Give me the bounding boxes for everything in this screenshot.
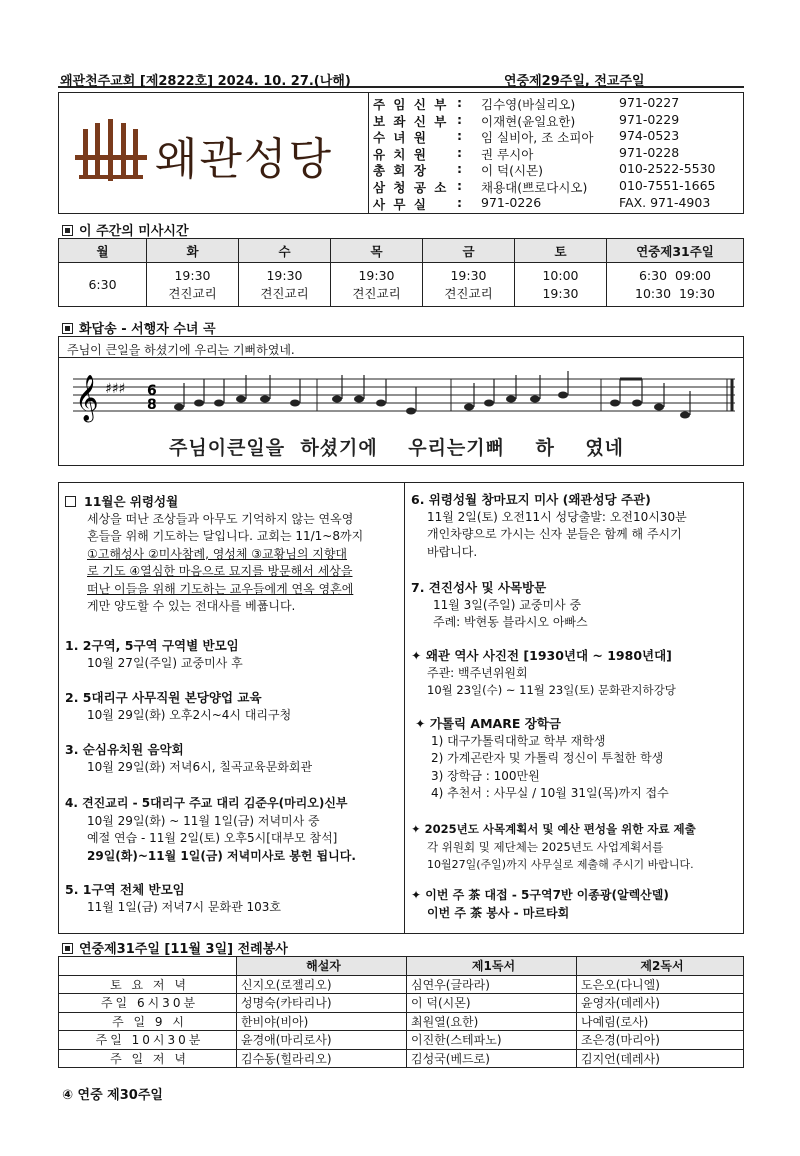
mass-schedule-table: [58, 238, 744, 307]
notice-item: [411, 821, 741, 874]
staff-directory: [371, 95, 743, 211]
time-text: 10:30 19:30: [635, 285, 715, 301]
notice-line: 3) 장학금 : 100만원: [431, 768, 540, 783]
staff-role: 보 좌 신 부: [373, 113, 449, 129]
issue-info: 왜관천주교회 [제2822호] 2024. 10. 27.(나해): [60, 74, 351, 89]
staff-phone: 971-0229: [619, 111, 680, 127]
mass-title: 이 주간의 미사시간: [79, 224, 189, 239]
staff-role: 총 회 장: [373, 163, 428, 179]
time-text: 6:30: [88, 276, 117, 292]
colon: :: [457, 177, 462, 193]
time-note: 견진교리: [444, 285, 493, 301]
bulletin-header: [58, 70, 744, 88]
notices-box: [58, 482, 744, 934]
service-time: 주일 6시30분: [59, 994, 237, 1013]
notice-line: 10월 29일(화) ~ 11월 1일(금) 저녁미사 중: [87, 813, 320, 828]
notice-title: 2. 5대리구 사무직원 본당양업 교육: [65, 690, 262, 705]
colon: :: [457, 111, 462, 127]
notices-left-column: [59, 483, 405, 933]
mass-days-row: [59, 239, 744, 263]
table-row: [59, 1049, 744, 1068]
notice-line: 10월 29일(화) 저녁6시, 칠곡교육문화회관: [87, 759, 313, 774]
notice-item: [65, 795, 403, 865]
mass-time: [239, 263, 331, 307]
service-cell: 도은오(다니엘): [577, 975, 744, 994]
service-time: 주일 10시30분: [59, 1031, 237, 1050]
service-cell: 김성국(베드로): [407, 1049, 577, 1068]
staff-role: 주 임 신 부: [373, 97, 449, 112]
notice-line: 10월 27일(주일) 교중미사 후: [87, 655, 243, 670]
service-cell: 윤영자(데레사): [577, 994, 744, 1013]
table-row: [59, 975, 744, 994]
square-bullet-icon: [62, 943, 73, 954]
time-text: 19:30: [542, 285, 579, 301]
staff-phone: FAX. 971-4903: [619, 194, 711, 210]
notice-line: 각 위원회 및 제단체는 2025년도 사업계획서를: [427, 839, 664, 854]
service-cell: 신지오(로젤리오): [237, 975, 407, 994]
staff-row: [371, 161, 743, 178]
notice-item: [411, 647, 741, 700]
notice-title: 1. 2구역, 5구역 구역별 반모임: [65, 638, 239, 653]
notice-line: 11월 1일(금) 저녁7시 문화관 103호: [87, 899, 281, 914]
notice-item: [65, 637, 243, 672]
time-note: 견진교리: [352, 285, 401, 301]
service-cell: 김수동(힐라리오): [237, 1049, 407, 1068]
day-header: 금: [423, 239, 515, 263]
notice-title: 4. 견진교리 - 5대리구 주교 대리 김준우(마리오)신부: [65, 796, 348, 810]
service-cell: 이진한(스테파노): [407, 1031, 577, 1050]
time-text: 10:00: [542, 267, 579, 283]
notice-line: 떠난 이들을 위해 기도하는 교우들에게 연옥 영혼에: [87, 581, 354, 596]
notices-right-column: [405, 483, 743, 933]
service-cell: 조은경(마리아): [577, 1031, 744, 1050]
svg-text:8: 8: [147, 397, 157, 413]
table-row: [59, 1031, 744, 1050]
service-header: 제1독서: [407, 957, 577, 976]
mass-times-row: [59, 263, 744, 307]
mass-time: [59, 263, 147, 307]
staff-row: [371, 195, 743, 212]
notice-title: 3. 순심유치원 음악회: [65, 742, 184, 757]
day-header: 연중제31주일: [607, 239, 744, 263]
service-cell: 윤경애(마리로사): [237, 1031, 407, 1050]
parish-logo: [59, 93, 369, 213]
time-text: 19:30: [450, 267, 487, 283]
mass-time: [331, 263, 423, 307]
mass-time: [147, 263, 239, 307]
staff-name: 김수영(바실리오): [481, 97, 576, 112]
notice-title-text: 11월은 위령성월: [84, 494, 179, 509]
notice-line: 11월 3일(주일) 교중미사 중: [433, 597, 582, 612]
notice-line: 주례: 박현동 블라시오 아빠스: [433, 615, 588, 629]
staff-name: 이재현(윤일요한): [481, 113, 576, 129]
service-time: 주 일 저 녁: [59, 1049, 237, 1068]
notice-item: [65, 689, 291, 724]
page-footer: ④ 연중 제30주일: [62, 1088, 163, 1103]
service-cell: 이 덕(시몬): [407, 994, 577, 1013]
notice-title: 6. 위령성월 창마묘지 미사 (왜관성당 주관): [411, 492, 651, 507]
staff-row: [371, 128, 743, 145]
time-text: 6:30 09:00: [638, 267, 712, 283]
song-title: 화답송 - 서행자 수녀 곡: [79, 322, 216, 337]
notice-line: 이번 주 茶 봉사 - 마르타회: [427, 905, 570, 920]
notice-line: 혼들을 위해 기도하는 달입니다. 교회는 11/1~8까지: [87, 529, 364, 543]
notice-line: 10월27일(주일)까지 사무실로 제출해 주시기 바랍니다.: [427, 858, 694, 871]
liturgy-service-table: [58, 956, 744, 1068]
time-text: 19:30: [174, 267, 211, 283]
service-header: 해설자: [237, 957, 407, 976]
table-row: [59, 1012, 744, 1031]
time-note: 견진교리: [168, 285, 217, 301]
liturgical-day: 연중제29주일, 전교주일: [504, 74, 645, 89]
notice-title: [65, 493, 401, 511]
notice-item: [65, 741, 312, 776]
staff-name: 권 루시아: [481, 146, 534, 162]
notice-item: [415, 715, 669, 803]
staff-role: 수 녀 원: [373, 130, 428, 146]
table-row: [59, 994, 744, 1013]
staff-row: [371, 145, 743, 162]
colon: :: [457, 194, 462, 210]
time-text: 19:30: [266, 267, 303, 283]
notice-line: 29일(화)~11월 1일(금) 저녁미사로 봉헌 됩니다.: [87, 848, 356, 863]
notice-line: 10월 29일(화) 오후2시~4시 대리구청: [87, 707, 292, 722]
notice-title: ✦ 가톨릭 AMARE 장학금: [415, 716, 561, 731]
staff-role: 삼 청 공 소: [373, 179, 449, 195]
service-header: [59, 957, 237, 976]
notice-item: [65, 493, 401, 616]
notice-item: [411, 887, 741, 922]
notice-item: [411, 579, 588, 632]
notice-line: 2) 가계곤란자 및 가톨릭 정신이 투철한 학생: [431, 751, 664, 765]
notice-line: 로 기도 ④열심한 마음으로 묘지를 방문해서 세상을: [87, 564, 353, 578]
notice-line: 게만 양도할 수 있는 전대사를 베풉니다.: [87, 599, 296, 613]
staff-role: 유 치 원: [373, 146, 428, 162]
colon: :: [457, 144, 462, 160]
song-section-title: [62, 318, 216, 337]
staff-phone: 010-7551-1665: [619, 177, 716, 193]
day-header: 수: [239, 239, 331, 263]
colon: :: [457, 161, 462, 177]
day-header: 목: [331, 239, 423, 263]
music-staff-icon: [59, 361, 743, 431]
notice-title: 7. 견진성사 및 사목방문: [411, 580, 547, 595]
notice-title: ✦ 2025년도 사목계획서 및 예산 편성을 위한 자료 제출: [411, 822, 696, 836]
staff-name: 이 덕(시몬): [481, 163, 544, 179]
service-cell: 최원열(요한): [407, 1012, 577, 1031]
colon: :: [457, 128, 462, 144]
logo-text: 왜관성당: [155, 134, 334, 185]
mass-section-title: [62, 220, 189, 239]
staff-phone: 974-0523: [619, 128, 680, 144]
mass-time: [515, 263, 607, 307]
notice-line: 바랍니다.: [427, 544, 478, 559]
parish-info-box: [58, 92, 744, 214]
square-bullet-icon: [65, 496, 76, 507]
notice-line: 개인차량으로 가시는 신자 분들은 함께 해 주시기: [427, 527, 682, 541]
notice-line: ①고해성사 ②미사참례, 영성체 ③교황님의 지향대: [87, 546, 348, 561]
staff-phone: 971-0228: [619, 144, 680, 160]
notice-title: 5. 1구역 전체 반모임: [65, 882, 185, 897]
square-bullet-icon: [62, 323, 73, 334]
notice-item: [65, 881, 281, 916]
service-header-row: [59, 957, 744, 976]
notice-line: 예절 연습 - 11월 2일(토) 오후5시[대부모 참석]: [87, 831, 338, 845]
notice-line: 1) 대구가톨릭대학교 학부 재학생: [431, 733, 606, 748]
mass-time: [607, 263, 744, 307]
song-syllables: 주님이큰일을 하셨기에 우리는기뻐 하 였네: [169, 437, 624, 459]
svg-text:6: 6: [147, 383, 157, 399]
notice-line: 주관: 백주년위원회: [427, 665, 528, 680]
notice-line: 10월 23일(수) ~ 11월 23일(토) 문화관지하강당: [427, 683, 676, 697]
refrain-text: 주님이 큰일을 하셨기에 우리는 기뻐하였네.: [67, 343, 295, 357]
notice-line: 11월 2일(토) 오전11시 성당출발: 오전10시30분: [427, 509, 687, 524]
service-time: 토 요 저 녁: [59, 975, 237, 994]
staff-row: [371, 178, 743, 195]
time-text: 19:30: [358, 267, 395, 283]
mass-time: [423, 263, 515, 307]
service-cell: 심연우(글라라): [407, 975, 577, 994]
staff-phone: 010-2522-5530: [619, 161, 716, 177]
time-note: 견진교리: [260, 285, 309, 301]
day-header: 월: [59, 239, 147, 263]
notice-title: ✦ 왜관 역사 사진전 [1930년대 ~ 1980년대]: [411, 648, 672, 663]
service-cell: 나예림(로사): [577, 1012, 744, 1031]
notice-line: 4) 추천서 : 사무실 / 10월 31일(목)까지 접수: [431, 786, 669, 800]
svg-text:𝄞: 𝄞: [75, 375, 99, 421]
day-header: 토: [515, 239, 607, 263]
service-cell: 한비야(비아): [237, 1012, 407, 1031]
notice-line: 세상을 떠난 조상들과 아무도 기억하지 않는 연옥영: [87, 511, 354, 526]
staff-row: [371, 95, 743, 112]
service-cell: 김지언(데레사): [577, 1049, 744, 1068]
staff-name: 971-0226: [481, 194, 542, 210]
staff-name: 임 실비아, 조 소피아: [481, 130, 594, 146]
service-time: 주 일 9 시: [59, 1012, 237, 1031]
svg-text:♯♯♯: ♯♯♯: [105, 381, 126, 397]
service-section-title: [62, 938, 288, 957]
staff-row: [371, 112, 743, 129]
service-header: 제2독서: [577, 957, 744, 976]
parish-emblem-icon: [71, 119, 151, 189]
service-title: 연중제31주일 [11월 3일] 전례봉사: [79, 942, 288, 957]
psalm-score-box: [58, 336, 744, 466]
notice-title: ✦ 이번 주 茶 대접 - 5구역7반 이종광(알렉산델): [411, 888, 669, 902]
staff-name: 채용대(쁘로다시오): [481, 179, 588, 195]
staff-role: 사 무 실: [373, 196, 428, 212]
staff-phone: 971-0227: [619, 95, 680, 110]
day-header: 화: [147, 239, 239, 263]
colon: :: [457, 95, 462, 110]
square-bullet-icon: [62, 225, 73, 236]
service-cell: 성명숙(카타리나): [237, 994, 407, 1013]
notice-item: [411, 491, 739, 561]
